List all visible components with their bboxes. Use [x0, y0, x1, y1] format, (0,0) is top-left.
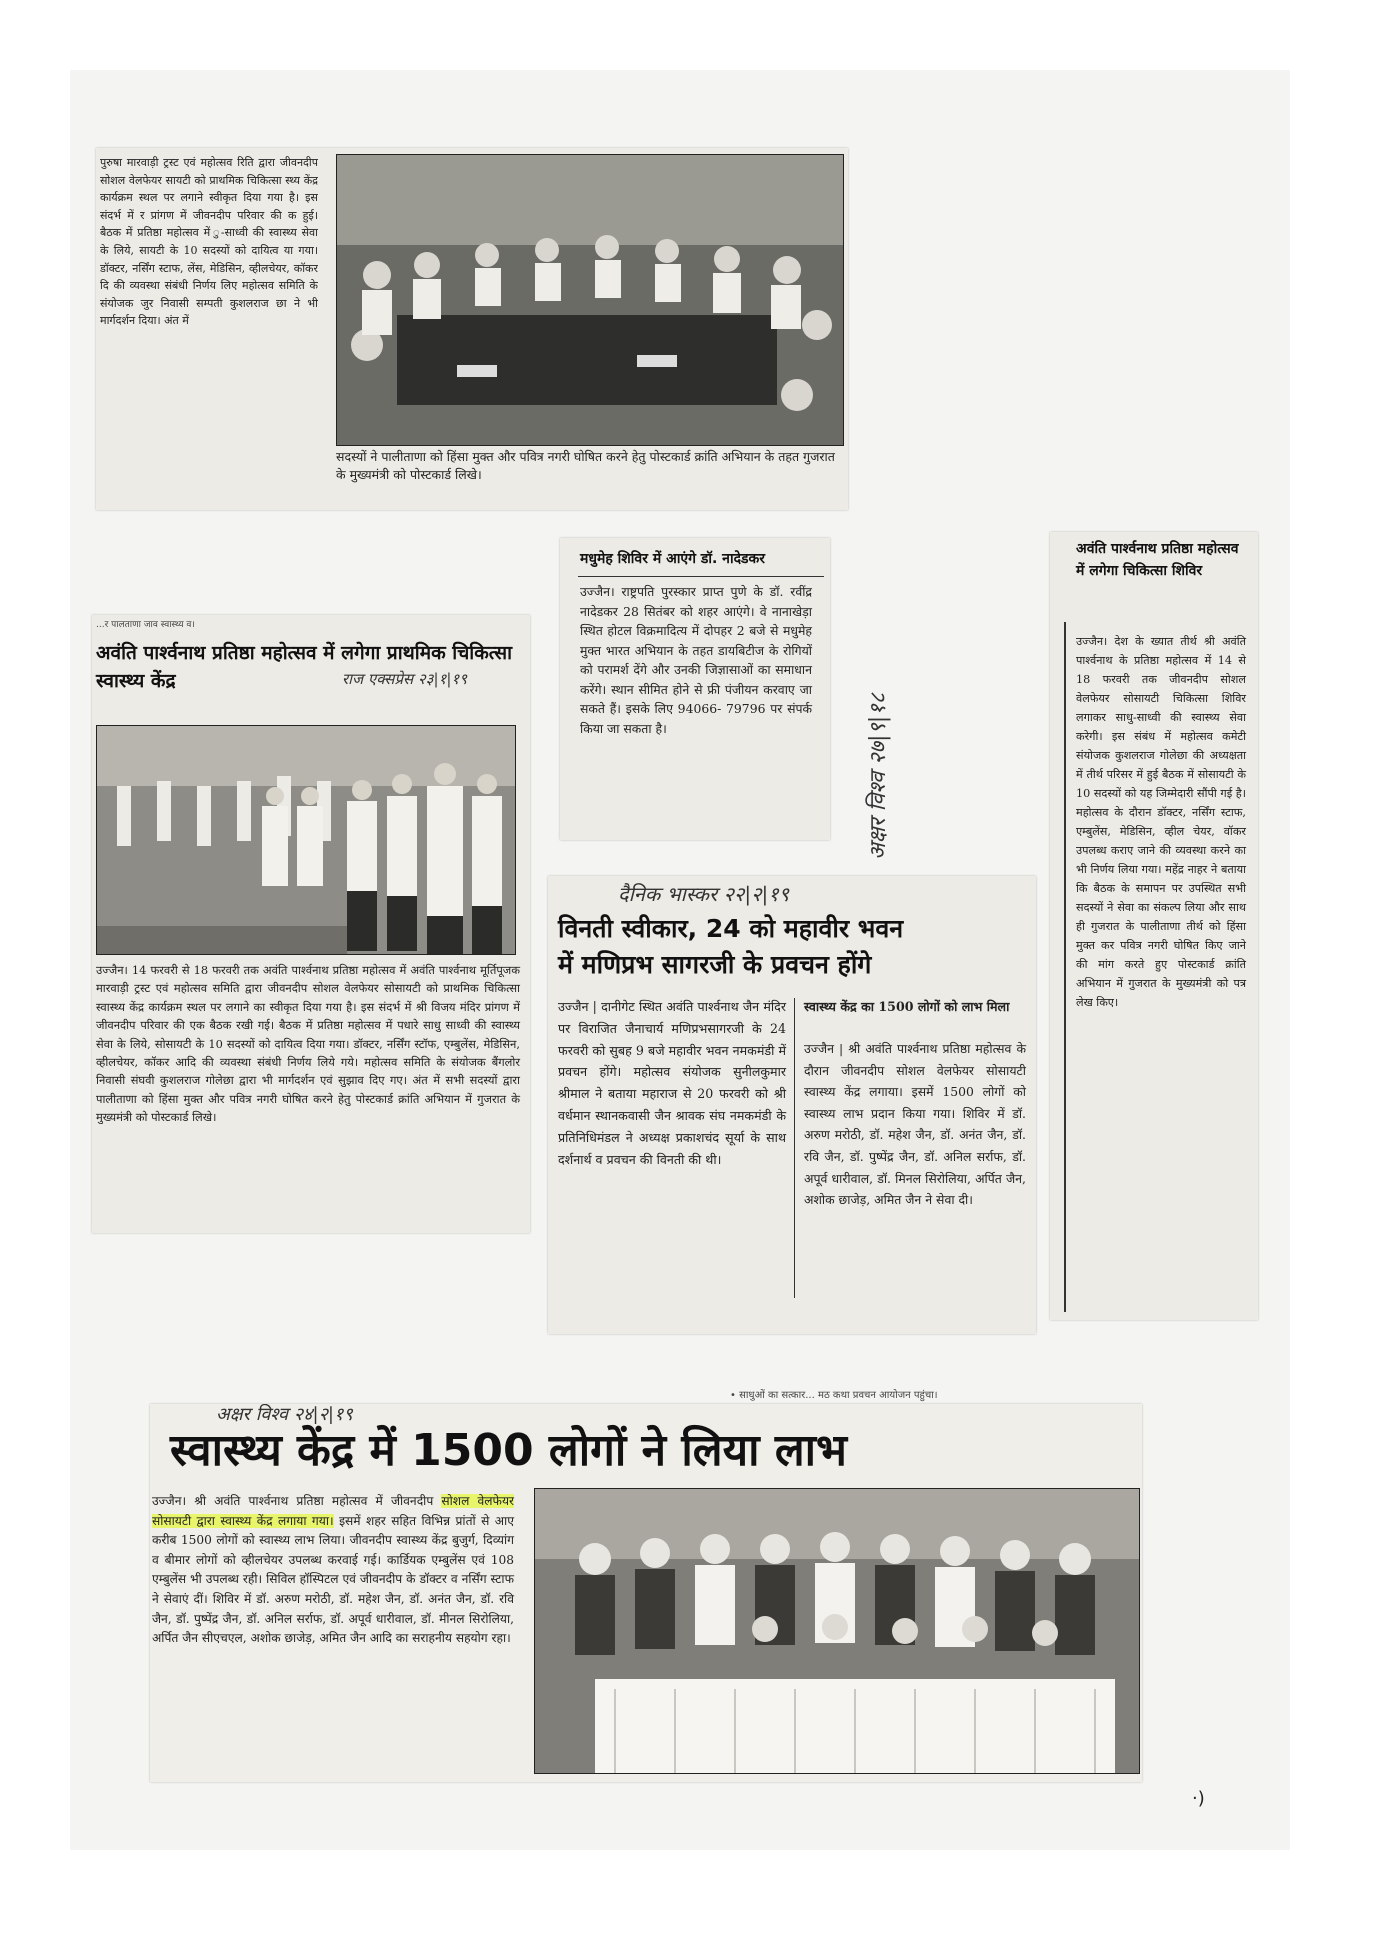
clip-kicker: ...र पालताणा जाव स्वास्थ्य व। — [96, 620, 195, 630]
bottom-headline: स्वास्थ्य केंद्र में 1500 लोगों ने लिया लाभ — [170, 1425, 847, 1476]
clip-diabetes-camp — [560, 538, 830, 840]
bhaskar-col-right-head: स्वास्थ्य केंद्र का 1500 लोगों को लाभ मिला — [804, 999, 1010, 1014]
group-photo-caption: सदस्यों ने पालीताणा को हिंसा मुक्त और पवित्र नगरी घोषित करने हेतु पोस्टकार्ड क्रांति अभियान के तहत गुजरात के मुख्यमंत्री को पोस्टकार्ड लिखे। — [336, 449, 835, 482]
clip-health-center-1500 — [150, 1404, 1142, 1782]
bottom-body-rest: इसमें शहर सहित विभिन्न प्रांतों से आए करीब 1500 लोगों को स्वास्थ्य लाभ लिया। जीवनदीप स्वास्थ्य केंद्र बुजुर्ग, दिव्यांग व बीमार लोगों को व्हीलचेयर उपलब्ध करवाई गई। कार्डियक एम्बुलेंस एवं 108 एम्बुलेंस भी उपलब्ध रही। सिविल हॉस्पिटल एवं जीवनदीप के डॉक्टर व नर्सिंग स्टाफ ने सेवाएं दीं। शिविर में डॉ. अरुण मरोठी, डॉ. महेश जैन, डॉ. अनंत जैन, डॉ. रवि जैन, डॉ. पुष्पेंद्र जैन, डॉ. अनिल सर्राफ, डॉ. अपूर्व धारीवाल, डॉ. मीनल सिरोलिया, अर्पित जैन सीएचएल, अशोक छाजेड़, अमित जैन आदि का सराहनीय सहयोग रहा। — [152, 1513, 514, 1646]
clip-dainik-bhaskar — [548, 876, 1036, 1334]
bottom-body — [152, 1492, 514, 1649]
medical-camp-photo — [534, 1488, 1140, 1774]
handwritten-date-raj: राज एक्सप्रेस २३|१|१९ — [342, 670, 467, 688]
diabetes-body: उज्जैन। राष्ट्रपति पुरस्कार प्राप्त पुणे के डॉ. रवींद्र नादेडकर 28 सितंबर को शहर आएंगे। वे नानाखेड़ा स्थित होटल विक्रमादित्य में दोपहर 2 बजे से मधुमेह मुक्त भारत अभियान के तहत डायबिटीज के रोगियों को परामर्श देंगे और उनकी जिज्ञासाओं का समाधान करेंगे। स्थान सीमित होने से फ्री पंजीयन करवाए जा सकते हैं। इसके लिए 94066- 79796 पर संपर्क किया जा सकता है। — [580, 584, 812, 736]
bhaskar-col-right: उज्जैन | श्री अवंति पार्श्वनाथ प्रतिष्ठा महोत्सव के दौरान जीवनदीप सोशल वेलफेयर सोसायटी स्वास्थ्य केंद्र लगाया। इसमें 1500 लोगों को स्वास्थ्य लाभ प्रदान किया गया। शिविर में डॉ. अरुण मरोठी, डॉ. महेश जैन, डॉ. अनंत जैन, डॉ. रवि जैन, डॉ. पुष्पेंद्र जैन, डॉ. अनिल सर्राफ, डॉ. अपूर्व धारीवाल, डॉ. मिनल सिरोलिया, अर्पित जैन, अशोक छाजेड़, अमित जैन ने सेवा दी। — [804, 1041, 1026, 1208]
partial-strip-text: • साधुओं का सत्कार... मठ कथा प्रवचन आयोजन पहुंचा। — [730, 1390, 938, 1401]
handwritten-date-bhaskar: दैनिक भास्कर २२|२|१९ — [618, 882, 790, 906]
bhaskar-headline-2: में मणिप्रभ सागरजी के प्रवचन होंगे — [558, 950, 872, 979]
clip-top-news — [96, 148, 848, 510]
clip-raj-body: उज्जैन। 14 फरवरी से 18 फरवरी तक अवंति पार्श्वनाथ प्रतिष्ठा महोत्सव में अवंति पार्श्वनाथ मूर्तिपूजक मारवाड़ी ट्रस्ट एवं महोत्सव समिति द्वारा जीवनदीप सोशल वेलफेयर सोसायटी को प्राथमिक चिकित्सा स्वास्थ्य केंद्र कार्यक्रम स्थल पर लगाने का स्वीकृत दिया गया है। इस संदर्भ में श्री विजय मंदिर प्रांगण में जीवनदीप परिवार की एक बैठक रखी गई। बैठक में प्रतिष्ठा महोत्सव में पधारे साधु साध्वी की स्वास्थ्य सेवा के लिये, सोसायटी के 10 सदस्यों को दायित्व दिया गया। डॉक्टर, नर्सिंग स्टॉफ, एम्बुलेंस, मेडिसिन, व्हीलचेयर, कॉकर आदि की व्यवस्था संबंधी निर्णय लिये गये। महोत्सव समिति के संयोजक बैंगलोर निवासी संघवी कुशलराज गोलेछा द्वारा भी मार्गदर्शन एवं सुझाव दिए गए। अंत में सभी सदस्यों द्वारा पालीताणा को हिंसा मुक्त और पवित्र नगरी घोषित करने हेतु पोस्टकार्ड क्रांति अभियान में गुजरात के मुख्यमंत्री को पोस्टकार्ड लिखे। — [96, 963, 520, 1125]
bottom-body-lead: उज्जैन। श्री अवंति पार्श्वनाथ प्रतिष्ठा महोत्सव में जीवनदीप — [152, 1494, 434, 1508]
right-column-body: उज्जैन। देश के ख्यात तीर्थ श्री अवंति पार्श्वनाथ के प्रतिष्ठा महोत्सव में 14 से 18 फरवरी तक जीवनदीप सोशल वेलफेयर सोसायटी चिकित्सा शिविर लगाकर साधु-साध्वी की स्वास्थ्य सेवा करेगी। इस संबंध में महोत्सव कमेटी संयोजक कुशलराज गोलेछा की अध्यक्षता में तीर्थ परिसर में हुई बैठक में सोसायटी के 10 सदस्यों को यह जिम्मेदारी सौंपी गई है। महोत्सव के दौरान डॉक्टर, नर्सिंग स्टाफ, एम्बुलेंस, मेडिसिन, व्हील चेयर, वॉकर उपलब्ध कराए जाने की व्यवस्था करने का भी निर्णय लिया गया। महेंद्र नाहर ने बताया कि बैठक के समापन पर उपस्थित सभी सदस्यों ने सेवा का संकल्प लिया और साथ ही गुजरात के पालीताणा तीर्थ को हिंसा मुक्त कर पवित्र नगरी घोषित किए जाने की मांग करते हुए पोस्टकार्ड क्रांति अभियान में गुजरात के मुख्यमंत्री को पत्र लेख किए। — [1076, 635, 1246, 1009]
bhaskar-headline-1: विनती स्वीकार, 24 को महावीर भवन — [558, 914, 904, 943]
clip-raj-express — [92, 615, 530, 1233]
bhaskar-col-left: उज्जैन | दानीगेट स्थित अवंति पार्श्वनाथ जैन मंदिर पर विराजित जैनाचार्य मणिप्रभसागरजी के 24 फरवरी को सुबह 9 बजे महावीर भवन नमकमंडी में प्रवचन होंगे। महोत्सव संयोजक सुनीलकुमार श्रीमाल ने बताया महाराज से 20 फरवरी को श्री वर्धमान स्थानकवासी जैन श्रावक संघ नमकमंडी के प्रतिनिधिमंडल ने अध्यक्ष प्रकाशचंद सूर्या के साथ दर्शनार्थ व प्रवचन की विनती की थी। — [558, 999, 786, 1167]
group-meeting-photo — [336, 154, 844, 446]
page-mark: ·) — [1192, 1788, 1205, 1809]
clip-raj-headline: अवंति पार्श्वनाथ प्रतिष्ठा महोत्सव में लगेगा प्राथमिक चिकित्सा स्वास्थ्य केंद्र — [96, 642, 512, 692]
right-column-headline: अवंति पार्श्वनाथ प्रतिष्ठा महोत्सव में लगेगा चिकित्सा शिविर — [1076, 541, 1239, 579]
handwritten-date-akshar-vishwa: अक्षर विश्व २७|९|१८ — [866, 692, 891, 860]
highlighted-text: सोशल वेलफेयर सोसायटी द्वारा स्वास्थ्य केंद्र लगाया गया। — [152, 1494, 514, 1528]
diabetes-headline: मधुमेह शिविर में आएंगे डॉ. नादेडकर — [580, 551, 765, 567]
clip-top-left-text: पुरुषा मारवाड़ी ट्रस्ट एवं महोत्सव रिति द्वारा जीवनदीप सोशल वेलफेयर सायटी को प्राथमिक चिकित्सा स्थ्य केंद्र कार्यक्रम स्थल पर लगाने स्वीकृत दिया गया है। इस संदर्भ में र प्रांगण में जीवनदीप परिवार की क हुई। बैठक में प्रतिष्ठा महोत्सव में ु-साध्वी की स्वास्थ्य सेवा के लिये, सायटी के 10 सदस्यों को दायित्व या गया। डॉक्टर, नर्सिंग स्टाफ, लेंस, मेडिसिन, व्हीलचेयर, कॉकर दि की व्यवस्था संबंधी निर्णय लिए महोत्सव समिति के संयोजक जुर निवासी सम्पती कुशलराज छा ने भी मार्गदर्शन दिया। अंत में — [100, 156, 318, 328]
handwritten-date-bottom: अक्षर विश्व २४|२|१९ — [216, 1404, 353, 1425]
clip-right-column — [1050, 532, 1258, 1320]
volunteers-group-photo — [96, 725, 516, 955]
